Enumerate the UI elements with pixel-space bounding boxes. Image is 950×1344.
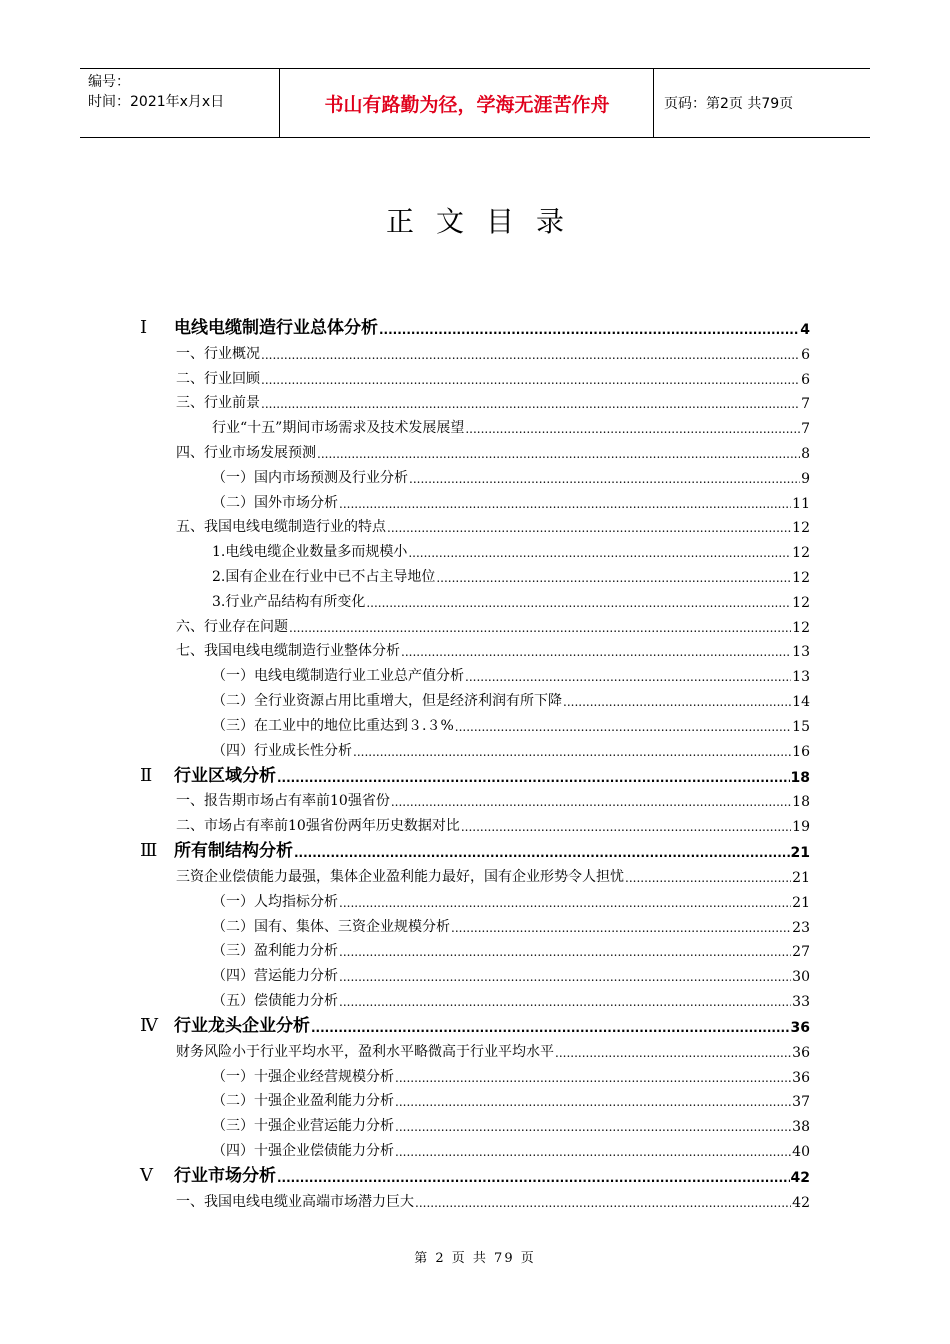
toc-page-number: 36 — [790, 1019, 810, 1036]
number-label: 编号： — [88, 74, 130, 90]
toc-entry-label — [212, 740, 352, 760]
toc-entry-text: （五）偿债能力分析 — [212, 992, 338, 1009]
toc-leader-dots — [353, 747, 791, 757]
toc-leader-dots — [436, 573, 791, 583]
toc-page-number: 19 — [792, 819, 810, 836]
toc-leader-dots — [465, 672, 791, 682]
toc-entry-label — [212, 541, 407, 561]
toc-page-number: 7 — [801, 421, 810, 438]
toc-entry-label — [212, 916, 450, 936]
toc-page-number: 6 — [801, 346, 810, 363]
toc-entry-label — [176, 1191, 414, 1211]
toc-leader-dots — [339, 972, 791, 982]
toc-entry[interactable] — [140, 487, 810, 512]
toc-leader-dots — [451, 923, 791, 933]
toc-entry-text: （二）国有、集体、三资企业规模分析 — [212, 918, 450, 935]
toc-section-number: Ⅴ — [140, 1164, 153, 1186]
toc-entry-text: 三资企业偿债能力最强，集体企业盈利能力最好，国有企业形势令人担忧 — [176, 868, 624, 885]
toc-entry[interactable] — [140, 810, 810, 835]
toc-leader-dots — [455, 722, 791, 732]
toc-entry[interactable] — [140, 786, 810, 811]
toc-leader-dots — [289, 623, 791, 633]
page-title: 正文目录 — [385, 205, 586, 238]
toc-entry-text: 一、行业概况 — [176, 345, 260, 362]
toc-entry[interactable] — [140, 1036, 810, 1061]
toc-page-number: 36 — [792, 1044, 810, 1061]
toc-page-number: 21 — [790, 845, 810, 862]
toc-entry[interactable] — [140, 412, 810, 437]
toc-entry-label — [212, 591, 365, 611]
toc-leader-dots — [395, 1073, 791, 1083]
toc-page-number: 12 — [792, 619, 810, 636]
page-header — [80, 68, 870, 138]
toc-entry-label — [176, 516, 386, 536]
toc-entry-text: （二）十强企业盈利能力分析 — [212, 1093, 394, 1110]
toc-leader-dots — [311, 1023, 790, 1033]
toc-page-number: 42 — [792, 1194, 810, 1211]
toc-leader-dots — [339, 898, 791, 908]
toc-leader-dots — [261, 375, 800, 385]
toc-entry-label — [140, 1161, 276, 1186]
toc-page-number: 7 — [801, 396, 810, 413]
toc-entry-text: 一、报告期市场占有率前10强省份 — [176, 793, 390, 810]
toc-page-number: 12 — [792, 520, 810, 537]
toc-leader-dots — [339, 997, 791, 1007]
toc-page-number: 40 — [792, 1143, 810, 1160]
table-of-contents — [140, 312, 810, 1211]
toc-entry[interactable] — [140, 512, 810, 537]
toc-page-number: 30 — [792, 969, 810, 986]
toc-entry-label — [176, 442, 316, 462]
toc-entry[interactable] — [140, 685, 810, 710]
toc-entry-text: （四）营运能力分析 — [212, 968, 338, 985]
toc-entry-label — [176, 392, 260, 412]
toc-leader-dots — [391, 797, 791, 807]
toc-leader-dots — [387, 523, 791, 533]
toc-entry-label — [212, 492, 338, 512]
toc-entry[interactable] — [140, 462, 810, 487]
toc-page-number: 18 — [792, 794, 810, 811]
toc-entry-label — [140, 1011, 310, 1036]
toc-entry-text: （三）十强企业营运能力分析 — [212, 1118, 394, 1135]
toc-page-number: 21 — [792, 869, 810, 886]
toc-entry-text: 1.电线电缆企业数量多而规模小 — [212, 544, 408, 561]
date-label: 时间：2021年x月x日 — [88, 94, 225, 110]
toc-entry-text: 四、行业市场发展预测 — [176, 444, 316, 461]
toc-entry[interactable] — [140, 1135, 810, 1160]
toc-entry[interactable] — [140, 312, 810, 338]
toc-page-number: 21 — [792, 894, 810, 911]
toc-entry-label — [212, 566, 435, 586]
toc-leader-dots — [261, 399, 800, 409]
toc-page-number: 6 — [801, 371, 810, 388]
header-motto: 书山有路勤为径，学海无涯苦作舟 — [281, 69, 654, 137]
toc-entry[interactable] — [140, 660, 810, 685]
toc-entry-label — [212, 665, 464, 685]
toc-entry[interactable] — [140, 735, 810, 760]
toc-entry-text: 五、我国电线电缆制造行业的特点 — [176, 519, 386, 536]
toc-entry-label — [212, 990, 338, 1010]
toc-entry-text: （二）全行业资源占用比重增大，但是经济利润有所下降 — [212, 692, 562, 709]
toc-page-number: 12 — [792, 545, 810, 562]
toc-leader-dots — [277, 773, 790, 783]
toc-entry-label — [212, 1115, 394, 1135]
toc-entry-text: 六、行业存在问题 — [176, 618, 288, 635]
toc-entry-label — [212, 1066, 394, 1086]
toc-leader-dots — [415, 1198, 791, 1208]
toc-entry-label — [140, 836, 293, 861]
toc-page-number: 36 — [792, 1069, 810, 1086]
toc-entry[interactable] — [140, 835, 810, 861]
toc-page-number: 13 — [792, 644, 810, 661]
toc-entry[interactable] — [140, 388, 810, 413]
toc-entry[interactable] — [140, 636, 810, 661]
toc-leader-dots — [401, 647, 791, 657]
toc-entry-label — [212, 467, 408, 487]
toc-entry[interactable] — [140, 1110, 810, 1135]
toc-entry-text: 行业市场分析 — [174, 1165, 276, 1186]
toc-entry-text: 电线电缆制造行业总体分析 — [174, 318, 378, 338]
toc-leader-dots — [395, 1122, 791, 1132]
toc-leader-dots — [339, 499, 791, 509]
toc-entry-text: 行业区域分析 — [174, 765, 276, 786]
header-meta — [80, 69, 280, 137]
toc-entry[interactable] — [140, 611, 810, 636]
toc-entry-text: 二、市场占有率前10强省份两年历史数据对比 — [176, 818, 460, 835]
toc-leader-dots — [461, 822, 791, 832]
toc-entry-text: 一、我国电线电缆业高端市场潜力巨大 — [176, 1193, 414, 1210]
toc-entry-text: （一）十强企业经营规模分析 — [212, 1068, 394, 1085]
toc-page-number: 23 — [792, 919, 810, 936]
toc-leader-dots — [395, 1097, 791, 1107]
toc-entry-label — [176, 790, 390, 810]
toc-page-number: 42 — [790, 1169, 810, 1186]
toc-entry[interactable] — [140, 936, 810, 961]
toc-entry-text: （三）盈利能力分析 — [212, 943, 338, 960]
toc-entry-label — [212, 965, 338, 985]
toc-page-number: 15 — [792, 718, 810, 735]
toc-entry-label — [212, 940, 338, 960]
toc-entry[interactable] — [140, 960, 810, 985]
toc-leader-dots — [625, 873, 791, 883]
toc-page-number: 13 — [792, 669, 810, 686]
toc-page-number: 38 — [792, 1119, 810, 1136]
toc-entry-label — [212, 1140, 394, 1160]
toc-entry[interactable] — [140, 1086, 810, 1111]
toc-leader-dots — [277, 1173, 790, 1183]
toc-entry-label — [212, 715, 454, 735]
toc-entry-label — [176, 866, 624, 886]
toc-leader-dots — [294, 848, 790, 858]
toc-entry-label — [212, 891, 338, 911]
toc-entry[interactable] — [140, 536, 810, 561]
toc-page-number: 27 — [792, 944, 810, 961]
toc-page-number: 4 — [800, 322, 810, 338]
toc-section-number: Ⅰ — [140, 317, 148, 338]
toc-entry-text: 财务风险小于行业平均水平，盈利水平略微高于行业平均水平 — [176, 1043, 554, 1060]
toc-page-number: 12 — [792, 594, 810, 611]
toc-entry-label — [176, 640, 400, 660]
page-footer: 第 2 页 共 79 页 — [414, 1251, 536, 1266]
toc-section-number: Ⅳ — [140, 1014, 158, 1036]
toc-page-number: 37 — [792, 1094, 810, 1111]
toc-entry[interactable] — [140, 437, 810, 462]
toc-entry[interactable] — [140, 586, 810, 611]
toc-leader-dots — [261, 350, 800, 360]
toc-entry[interactable] — [140, 338, 810, 363]
toc-entry-text: 2.国有企业在行业中已不占主导地位 — [212, 568, 436, 585]
toc-leader-dots — [563, 697, 791, 707]
toc-entry-text: （一）国内市场预测及行业分析 — [212, 469, 408, 486]
toc-leader-dots — [317, 449, 800, 459]
toc-section-number: Ⅲ — [140, 840, 158, 862]
toc-entry[interactable] — [140, 886, 810, 911]
toc-entry-text: 二、行业回顾 — [176, 370, 260, 387]
toc-page-number: 14 — [792, 693, 810, 710]
toc-entry[interactable] — [140, 363, 810, 388]
toc-entry-text: （一）人均指标分析 — [212, 893, 338, 910]
toc-entry[interactable] — [140, 561, 810, 586]
toc-entry-label — [212, 1090, 394, 1110]
toc-entry-text: 行业龙头企业分析 — [174, 1015, 310, 1036]
toc-entry[interactable] — [140, 760, 810, 786]
toc-entry-text: （四）十强企业偿债能力分析 — [212, 1142, 394, 1159]
toc-entry[interactable] — [140, 985, 810, 1010]
toc-entry-text: 七、我国电线电缆制造行业整体分析 — [176, 643, 400, 660]
toc-entry-label — [212, 690, 562, 710]
toc-entry[interactable] — [140, 911, 810, 936]
toc-entry-text: 三、行业前景 — [176, 395, 260, 412]
toc-entry[interactable] — [140, 1160, 810, 1186]
toc-leader-dots — [339, 947, 791, 957]
toc-entry-text: 3.行业产品结构有所变化 — [212, 593, 366, 610]
toc-entry[interactable] — [140, 861, 810, 886]
toc-leader-dots — [409, 474, 800, 484]
toc-leader-dots — [555, 1048, 791, 1058]
toc-entry-label — [176, 343, 260, 363]
toc-entry-label — [212, 417, 464, 437]
toc-page-number: 12 — [792, 569, 810, 586]
toc-page-number: 16 — [792, 743, 810, 760]
header-page-info: 页码：第2页 共79页 — [664, 96, 794, 112]
toc-entry-label — [176, 616, 288, 636]
toc-entry-text: （三）在工业中的地位比重达到３.３% — [212, 717, 454, 734]
toc-entry[interactable] — [140, 1010, 810, 1036]
toc-entry[interactable] — [140, 1061, 810, 1086]
toc-leader-dots — [366, 598, 791, 608]
toc-page-number: 9 — [801, 470, 810, 487]
toc-page-number: 11 — [792, 495, 810, 512]
toc-leader-dots — [465, 424, 800, 434]
toc-entry-text: 行业“十五”期间市场需求及技术发展展望 — [212, 420, 465, 437]
toc-leader-dots — [395, 1147, 791, 1157]
toc-entry-label — [176, 368, 260, 388]
toc-entry-label — [140, 761, 276, 786]
toc-entry-label — [176, 815, 460, 835]
toc-entry-text: （二）国外市场分析 — [212, 494, 338, 511]
toc-entry-text: （四）行业成长性分析 — [212, 742, 352, 759]
toc-entry-text: 所有制结构分析 — [174, 841, 293, 862]
toc-page-number: 18 — [790, 769, 810, 786]
toc-leader-dots — [379, 325, 799, 335]
toc-page-number: 8 — [801, 445, 810, 462]
toc-entry[interactable] — [140, 710, 810, 735]
toc-section-number: Ⅱ — [140, 764, 153, 786]
toc-entry-label — [176, 1041, 554, 1061]
toc-entry-label — [140, 313, 378, 338]
toc-page-number: 33 — [792, 993, 810, 1010]
toc-entry[interactable] — [140, 1186, 810, 1211]
toc-leader-dots — [408, 548, 791, 558]
toc-entry-text: （一）电线电缆制造行业工业总产值分析 — [212, 668, 464, 685]
